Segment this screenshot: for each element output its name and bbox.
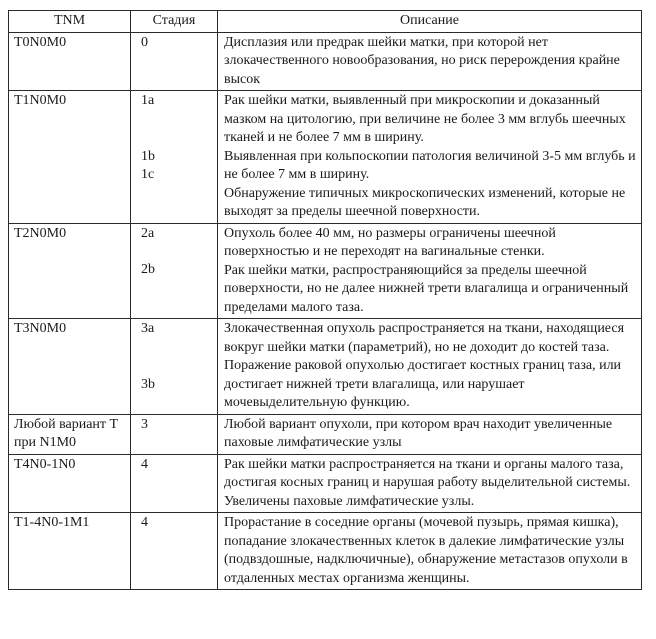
description-text: Рак шейки матки, выявленный при микроскопии и доказанный мазком на цитологию, при величине не более 3 мм вглубь шеечных тканей и не более 7 мм в ширину. <box>224 93 626 145</box>
stage-label: 0 <box>141 34 148 50</box>
description-cell <box>218 32 642 91</box>
stage-label: 3 <box>141 416 148 432</box>
description-cell <box>218 223 642 319</box>
header-description: Описание <box>218 11 642 33</box>
tnm-cell: T4N0-1N0 <box>9 454 131 513</box>
tnm-cell: T0N0M0 <box>9 32 131 91</box>
description-text: Прорастание в соседние органы (мочевой пузырь, прямая кишка), попадание злокачественных клеток в далекие лимфатические узлы (подвздошные, надключичные), обнаружение метастазов опухоли в отдаленных местах организма женщины. <box>224 515 628 586</box>
description-cell <box>218 414 642 454</box>
stage-cell <box>131 223 218 319</box>
description-text: Опухоль более 40 мм, но размеры ограничены шеечной поверхностью и не переходят на вагинальные стенки. <box>224 225 556 259</box>
header-tnm: TNM <box>9 11 131 33</box>
tnm-cell: T3N0M0 <box>9 319 131 415</box>
description-cell <box>218 513 642 590</box>
stage-label: 4 <box>141 515 148 530</box>
description-cell <box>218 454 642 513</box>
tnm-cell: T1N0M0 <box>9 91 131 224</box>
description-text: Выявленная при кольпоскопии патология величиной 3-5 мм вглубь и не более 7 мм в ширину. <box>224 148 636 182</box>
tnm-cell: T2N0M0 <box>9 223 131 319</box>
description-text: Рак шейки матки, распространяющийся за пределы шеечной поверхности, но не далее нижней трети влагалища и ограниченный пределами малого таза. <box>224 262 629 315</box>
header-row <box>9 11 642 33</box>
table-row <box>9 223 642 319</box>
stage-cell <box>131 91 218 224</box>
stage-label: 1b <box>141 148 155 164</box>
stage-cell <box>131 32 218 91</box>
header-stage: Стадия <box>131 11 218 33</box>
stage-label: 2b <box>141 262 155 277</box>
stage-cell <box>131 414 218 454</box>
table-row <box>9 91 642 224</box>
tnm-cell: T1-4N0-1M1 <box>9 513 131 590</box>
description-text: Обнаружение типичных микроскопических изменений, которые не выходят за пределы шеечной поверхности. <box>224 185 626 219</box>
table-row <box>9 454 642 513</box>
stage-label: 3a <box>141 321 155 336</box>
stage-cell <box>131 513 218 590</box>
stage-cell <box>131 319 218 415</box>
table-row <box>9 319 642 415</box>
description-text: Поражение раковой опухолью достигает костных границ таза, или достигает нижней трети влагалища, или нарушает мочевыделительную функцию. <box>224 358 622 410</box>
table-row <box>9 32 642 91</box>
stage-label: 1a <box>141 93 155 108</box>
table-row <box>9 414 642 454</box>
tnm-staging-table <box>8 10 642 590</box>
stage-cell <box>131 454 218 513</box>
description-text: Дисплазия или предрак шейки матки, при которой нет злокачественного новообразования, но риск перерождения крайне высок <box>224 34 620 87</box>
stage-label: 2a <box>141 225 155 241</box>
stage-label: 1c <box>141 167 155 182</box>
description-text: Любой вариант опухоли, при котором врач находит увеличенные паховые лимфатические узлы <box>224 416 613 450</box>
description-cell <box>218 91 642 224</box>
tnm-cell: Любой вариант Т при N1M0 <box>9 414 131 454</box>
table-row <box>9 513 642 590</box>
description-text: Злокачественная опухоль распространяется на ткани, находящиеся вокруг шейки матки (параметрий), но не доходит до костей таза. <box>224 321 625 355</box>
description-cell <box>218 319 642 415</box>
stage-label: 4 <box>141 456 148 472</box>
stage-label: 3b <box>141 376 155 392</box>
description-text: Рак шейки матки распространяется на ткани и органы малого таза, достигая косных границ и нарушая работу выделительной системы. Увеличены паховые лимфатические узлы. <box>224 456 631 509</box>
